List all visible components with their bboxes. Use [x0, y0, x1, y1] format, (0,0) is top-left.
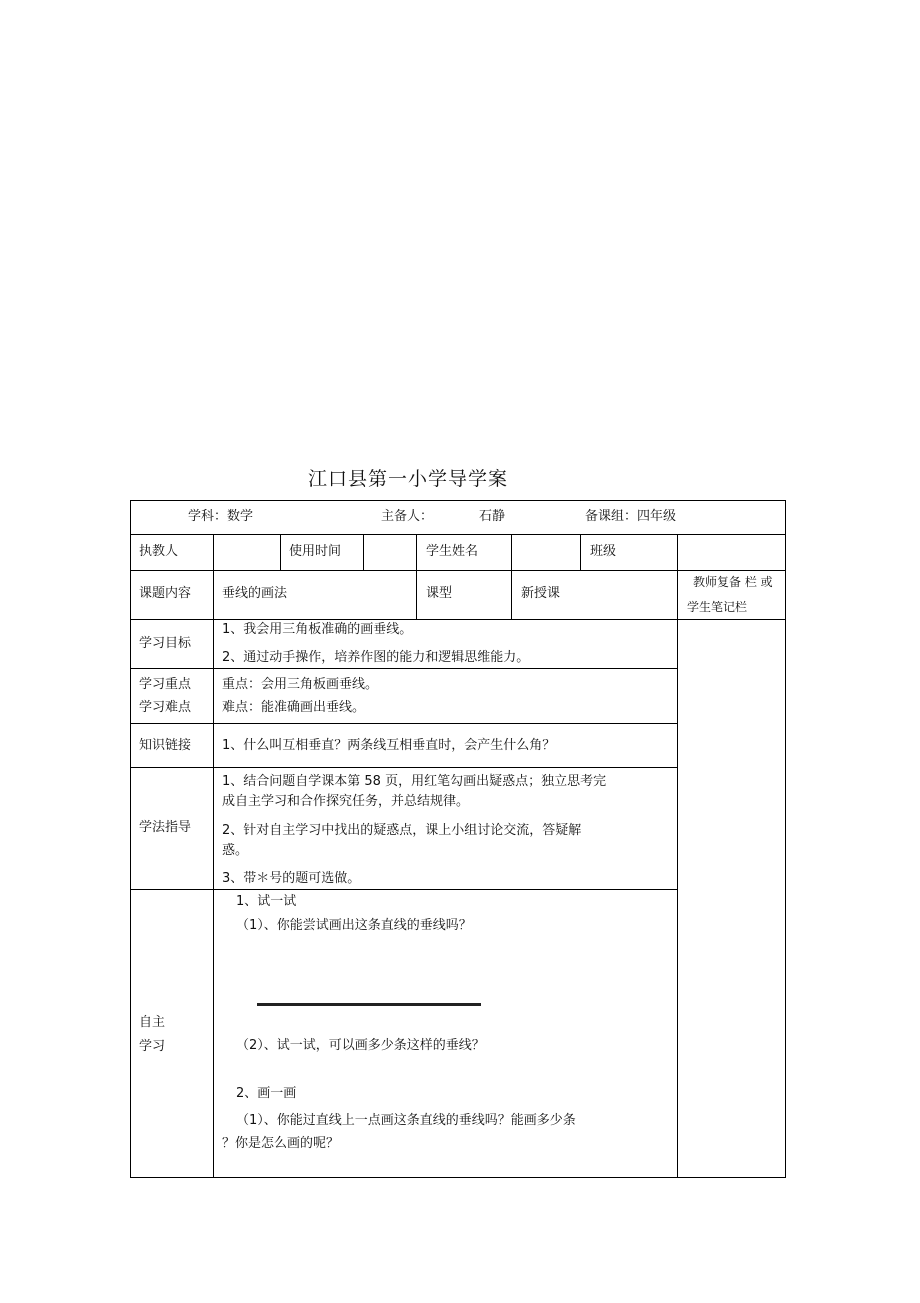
- preparer-label: 主备人：: [381, 509, 434, 524]
- section-heading: 1、试一试: [236, 894, 297, 909]
- goals-label: 学习目标: [139, 636, 192, 651]
- table-border-bottom: [130, 1177, 786, 1178]
- column-divider: [280, 534, 281, 570]
- knowledge-item: 1、什么叫互相垂直？两条线互相垂直时，会产生什么角？: [222, 738, 556, 753]
- key-point-label: 学习重点: [139, 677, 192, 692]
- question-text: （1）、你能过直线上一点画这条直线的垂线吗？能画多少条: [236, 1113, 576, 1128]
- topic-label: 课题内容: [139, 586, 192, 601]
- knowledge-label: 知识链接: [139, 738, 192, 753]
- key-point-text: 重点：会用三角板画垂线。: [222, 677, 379, 692]
- topic-value: 垂线的画法: [222, 586, 288, 601]
- lesson-type-value: 新授课: [521, 586, 561, 601]
- difficulty-text: 难点：能准确画出垂线。: [222, 700, 366, 715]
- row-divider: [130, 619, 786, 620]
- row-divider: [130, 570, 786, 571]
- self-study-label-line2: 学习: [139, 1039, 166, 1054]
- column-divider: [416, 534, 417, 619]
- difficulty-label: 学习难点: [139, 700, 192, 715]
- column-divider: [677, 534, 678, 1178]
- question-text: （1）、你能尝试画出这条直线的垂线吗？: [236, 918, 472, 933]
- section-heading: 2、画一画: [236, 1086, 297, 1101]
- goal-item: 1、我会用三角板准确的画垂线。: [222, 622, 413, 637]
- teacher-label: 执教人: [139, 544, 179, 559]
- question-text: ？你是怎么画的呢？: [222, 1136, 340, 1151]
- time-label: 使用时间: [289, 544, 342, 559]
- lesson-type-label: 课型: [426, 586, 453, 601]
- table-border-top: [130, 500, 786, 501]
- preparer-name: 石静: [479, 509, 506, 524]
- notes-column-header-line2: 学生笔记栏: [687, 600, 748, 614]
- notes-column-header: 教师复备 栏 或: [693, 575, 773, 589]
- goal-item: 2、通过动手操作，培养作图的能力和逻辑思维能力。: [222, 650, 530, 665]
- row-divider: [130, 534, 786, 535]
- sample-straight-line: [257, 1003, 481, 1006]
- method-item: 成自主学习和合作探究任务，并总结规律。: [222, 794, 470, 809]
- lesson-group: 备课组：四年级: [585, 509, 677, 524]
- method-label: 学法指导: [139, 820, 192, 835]
- question-text: （2）、试一试，可以画多少条这样的垂线？: [236, 1038, 485, 1053]
- page-title: 江口县第一小学导学案: [308, 468, 509, 490]
- column-divider: [511, 534, 512, 619]
- column-divider: [580, 534, 581, 570]
- method-item: 3、带＊号的题可选做。: [222, 871, 361, 886]
- column-divider: [363, 534, 364, 570]
- method-item: 2、针对自主学习中找出的疑惑点，课上小组讨论交流，答疑解: [222, 823, 582, 838]
- self-study-label: 自主: [139, 1015, 166, 1030]
- method-item: 惑。: [222, 843, 249, 858]
- lesson-plan-table: [130, 500, 786, 1178]
- student-name-label: 学生姓名: [426, 544, 479, 559]
- table-border-left: [130, 500, 131, 1178]
- table-border-right: [785, 500, 786, 1178]
- column-divider: [213, 534, 214, 1178]
- class-label: 班级: [590, 544, 617, 559]
- subject: 学科：数学: [188, 509, 254, 524]
- method-item: 1、结合问题自学课本第 58 页，用红笔勾画出疑惑点；独立思考完: [222, 774, 607, 789]
